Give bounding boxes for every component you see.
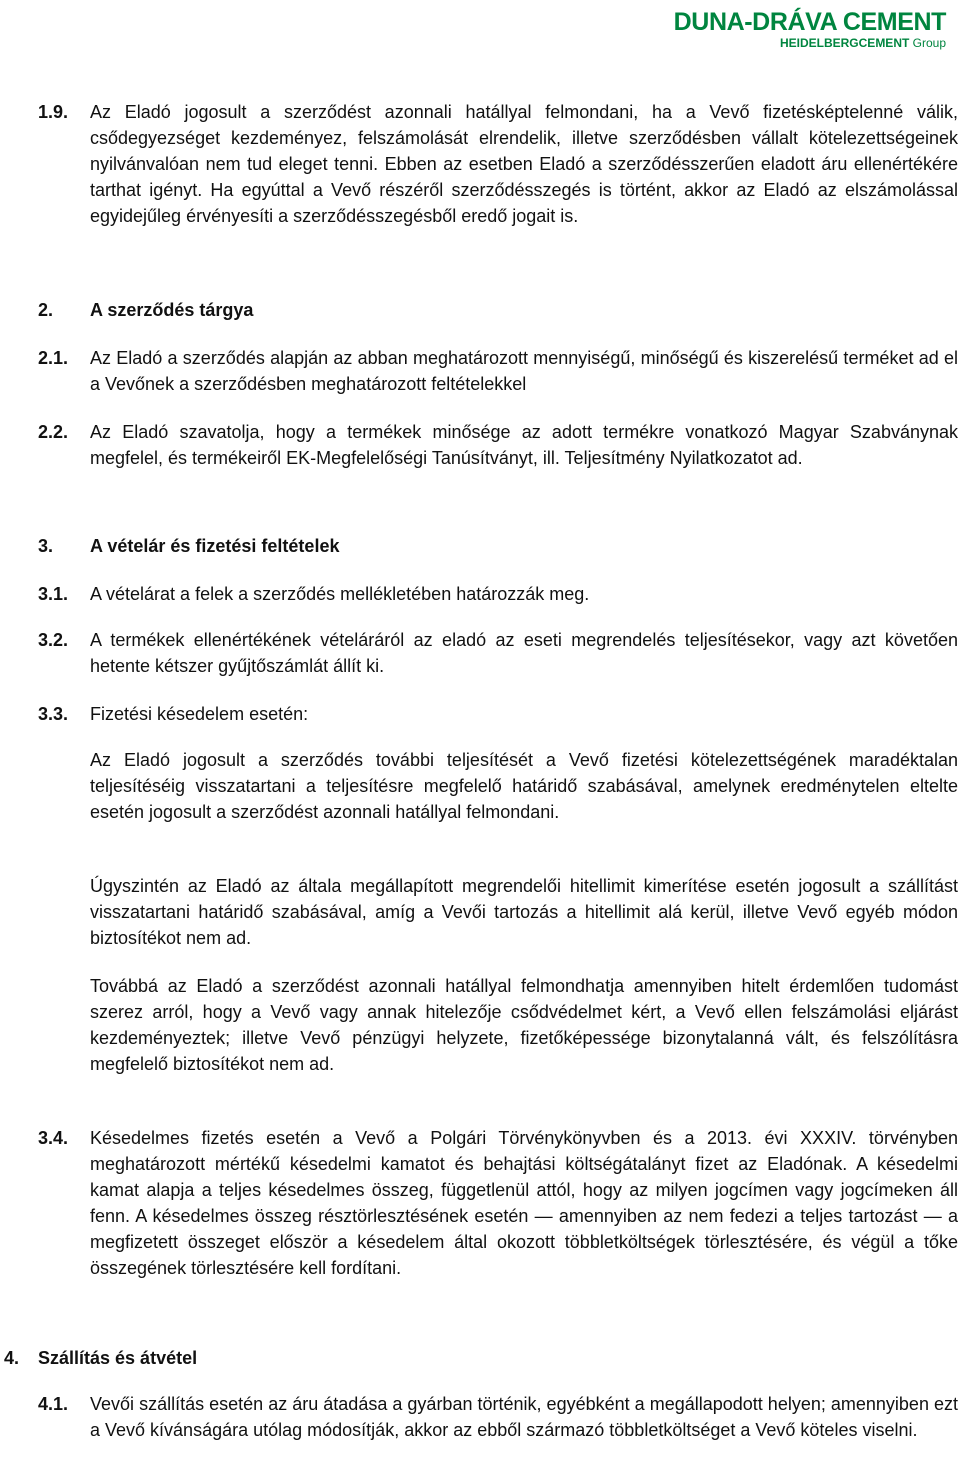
heading-text: A vételár és fizetési feltételek bbox=[90, 536, 340, 556]
section-number: 2.1. bbox=[38, 348, 69, 368]
section-text: A vételárat a felek a szerződés mellékletében határozzák meg. bbox=[90, 584, 590, 604]
section-text: Fizetési késedelem esetén: bbox=[90, 704, 309, 724]
heading-number: 4. bbox=[4, 1348, 20, 1368]
logo-sub-light: Group bbox=[909, 36, 946, 50]
section-number: 3.4. bbox=[38, 1128, 69, 1148]
heading-number: 2. bbox=[38, 300, 54, 320]
logo-sub-bold: HEIDELBERGCEMENT bbox=[779, 36, 910, 50]
paragraph-3-3-b: Úgyszintén az Eladó az általa megállapított megrendelői hitellimit kimerítése esetén jogosult a szállítást visszatartani határidő szabásával, amíg a Vevői tartozás a hitellimit alá kerül, illetve Vevő egyéb módon biztosítékot nem ad. bbox=[90, 876, 958, 948]
section-number: 3.1. bbox=[38, 584, 69, 604]
section-number: 3.3. bbox=[38, 704, 69, 724]
section-2-2 bbox=[38, 419, 958, 471]
logo-sub-text bbox=[674, 36, 946, 50]
section-3-1 bbox=[38, 581, 958, 607]
heading-2 bbox=[38, 297, 958, 323]
heading-3 bbox=[38, 533, 958, 559]
logo-main-text: DUNA-DRÁVA CEMENT bbox=[673, 8, 946, 36]
section-text: A termékek ellenértékének vételáráról az eladó az eseti megrendelés teljesítésekor, vagy azt követően hetente kétszer gyűjtőszámlát állít ki. bbox=[90, 630, 958, 676]
section-text: Az Eladó a szerződés alapján az abban meghatározott mennyiségű, minőségű és kiszerelésű terméket ad el a Vevőnek a szerződésben meghatározott feltételekkel bbox=[90, 348, 958, 394]
section-2-1 bbox=[38, 345, 958, 397]
section-3-2 bbox=[38, 627, 958, 679]
section-text: Az Eladó jogosult a szerződést azonnali hatállyal felmondani, ha a Vevő fizetésképtelenné válik, csődegyezséget kezdeményez, felszámolását elrendelik, illetve szerződésben vállalt kötelezettségeinek nyilvánvalóan nem tud eleget tenni. Ebben az esetben Eladó a szerződésszerűen eladott áru ellenértékére tarthat igényt. Ha egyúttal a Vevő részéről szerződésszegés is történt, akkor az Eladó az elszámolással egyidejűleg érvényesíti a szerződésszegésből eredő jogait is. bbox=[90, 102, 958, 226]
section-3-3 bbox=[38, 701, 958, 727]
heading-text: A szerződés tárgya bbox=[90, 300, 254, 320]
heading-text: Szállítás és átvétel bbox=[38, 1348, 198, 1368]
section-4-1 bbox=[38, 1391, 958, 1443]
section-number: 1.9. bbox=[38, 102, 69, 122]
section-3-4 bbox=[38, 1125, 958, 1281]
section-number: 3.2. bbox=[38, 630, 69, 650]
heading-number: 3. bbox=[38, 536, 54, 556]
section-number: 2.2. bbox=[38, 422, 69, 442]
company-logo bbox=[674, 8, 946, 50]
section-text: Késedelmes fizetés esetén a Vevő a Polgári Törvénykönyvben és a 2013. évi XXXIV. törvényben meghatározott mértékű késedelmi kamatot és behajtási költségátalányt fizet az Eladónak. A késedelmi kamat alapja a teljes késedelmes összeg, függetlenül attól, hogy az milyen jogcímen vagy jogcímeken áll fenn. A késedelmes összeg résztörlesztésének esetén — amennyiben az nem fedezi a teljes tartozást — a megfizetett összeget először a késedelem által okozott többletköltségek törlesztésére, és végül a tőke összegének törlesztésére kell fordítani. bbox=[90, 1128, 958, 1278]
heading-4 bbox=[0, 1345, 958, 1371]
section-text: Vevői szállítás esetén az áru átadása a gyárban történik, egyébként a megállapodott helyen; amennyiben ezt a Vevő kívánságára utólag módosítják, akkor az ebből származó többletköltséget a Vevő köteles viselni. bbox=[90, 1394, 958, 1440]
section-1-9 bbox=[38, 99, 958, 229]
paragraph-3-3-a: Az Eladó jogosult a szerződés további teljesítését a Vevő fizetési kötelezettségének maradéktalan teljesítéséig visszatartani a teljesítésre megfelelő határidő szabásával, amelynek eredménytelen eltelte esetén jogosult a szerződést azonnali hatállyal felmondani. bbox=[90, 750, 958, 822]
section-number: 4.1. bbox=[38, 1394, 69, 1414]
section-text: Az Eladó szavatolja, hogy a termékek minősége az adott termékre vonatkozó Magyar Szabványnak megfelel, és termékeiről EK-Megfelelőségi Tanúsítványt, ill. Teljesítmény Nyilatkozatot ad. bbox=[90, 422, 958, 468]
paragraph-3-3-c: Továbbá az Eladó a szerződést azonnali hatállyal felmondhatja amennyiben hitelt érdemlően tudomást szerez arról, hogy a Vevő vagy annak hitelezője csődvédelmet kért, a Vevő ellen felszámolási eljárást kezdeményeztek; illetve Vevő pénzügyi helyzete, fizetőképessége bizonytalanná vált, és felszólításra megfelelő biztosítékot nem ad. bbox=[90, 976, 958, 1074]
